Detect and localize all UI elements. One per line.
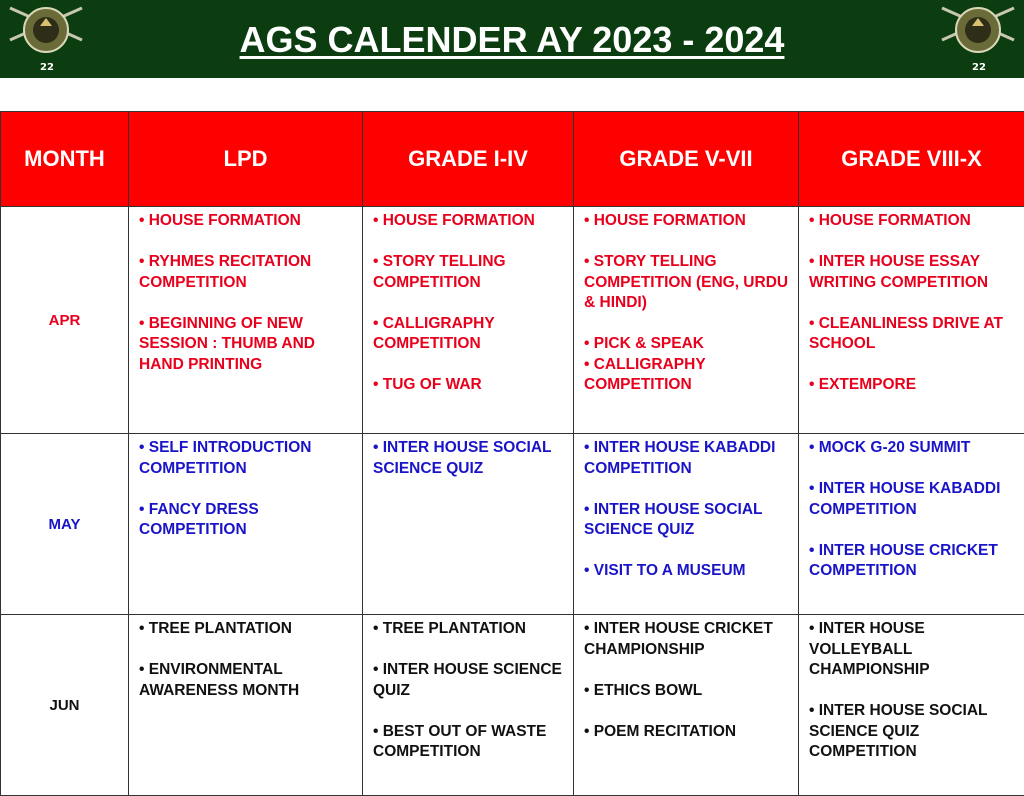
activity-item: • MOCK G-20 SUMMIT	[809, 438, 1018, 459]
lpd-cell	[129, 207, 363, 434]
column-header-grade-5-7: GRADE V-VII	[574, 112, 799, 207]
activity-item: • FANCY DRESS COMPETITION	[139, 500, 356, 541]
activity-item: • INTER HOUSE CRICKET COMPETITION	[809, 541, 1018, 582]
lpd-cell	[129, 434, 363, 615]
activity-item: • CLEANLINESS DRIVE AT SCHOOL	[809, 314, 1018, 355]
lpd-cell	[129, 615, 363, 796]
activity-item: • HOUSE FORMATION	[139, 211, 356, 232]
column-header-grade-1-4: GRADE I-IV	[363, 112, 574, 207]
activity-item: • INTER HOUSE ESSAY WRITING COMPETITION	[809, 252, 1018, 293]
activity-item: • POEM RECITATION	[584, 722, 792, 743]
activity-item: • CALLIGRAPHY COMPETITION	[584, 355, 792, 396]
activity-item: • INTER HOUSE KABADDI COMPETITION	[809, 479, 1018, 520]
emblem-number: 22	[972, 62, 986, 73]
grade-8-10-cell	[799, 434, 1024, 615]
activity-item: • ENVIRONMENTAL AWARENESS MONTH	[139, 660, 356, 701]
activity-item: • TREE PLANTATION	[139, 619, 356, 640]
activity-item: • INTER HOUSE SCIENCE QUIZ	[373, 660, 567, 701]
grade-5-7-cell	[574, 434, 799, 615]
table-header-row	[1, 112, 1024, 207]
grade-5-7-cell	[574, 615, 799, 796]
column-header-lpd: LPD	[129, 112, 363, 207]
activity-item: • EXTEMPORE	[809, 375, 1018, 396]
activity-item: • STORY TELLING COMPETITION (ENG, URDU & HINDI)	[584, 252, 792, 314]
grade-8-10-cell	[799, 207, 1024, 434]
column-header-month: MONTH	[1, 112, 129, 207]
month-cell: JUN	[1, 615, 129, 796]
activity-item: • INTER HOUSE CRICKET CHAMPIONSHIP	[584, 619, 792, 660]
activity-item: • INTER HOUSE KABADDI COMPETITION	[584, 438, 792, 479]
month-cell: MAY	[1, 434, 129, 615]
activity-item: • HOUSE FORMATION	[809, 211, 1018, 232]
grade-1-4-cell	[363, 615, 574, 796]
grade-5-7-cell	[574, 207, 799, 434]
activity-item: • ETHICS BOWL	[584, 681, 792, 702]
column-header-grade-8-10: GRADE VIII-X	[799, 112, 1024, 207]
activity-item: • BEST OUT OF WASTE COMPETITION	[373, 722, 567, 763]
activity-item: • RYHMES RECITATION COMPETITION	[139, 252, 356, 293]
page-title: AGS CALENDER AY 2023 - 2024	[0, 20, 1024, 60]
activity-item: • INTER HOUSE SOCIAL SCIENCE QUIZ COMPETITION	[809, 701, 1018, 763]
month-cell: APR	[1, 207, 129, 434]
grade-8-10-cell	[799, 615, 1024, 796]
activity-item: • TUG OF WAR	[373, 375, 567, 396]
activity-item: • INTER HOUSE SOCIAL SCIENCE QUIZ	[373, 438, 567, 479]
title-banner	[0, 0, 1024, 78]
grade-1-4-cell	[363, 434, 574, 615]
table-row-may	[1, 434, 1024, 615]
emblem-number: 22	[40, 62, 54, 73]
activity-item: • PICK & SPEAK	[584, 334, 792, 355]
activity-item: • CALLIGRAPHY COMPETITION	[373, 314, 567, 355]
activity-item: • VISIT TO A MUSEUM	[584, 561, 792, 582]
activity-item: • HOUSE FORMATION	[584, 211, 792, 232]
table-row-jun	[1, 615, 1024, 796]
activity-item: • HOUSE FORMATION	[373, 211, 567, 232]
activity-item: • STORY TELLING COMPETITION	[373, 252, 567, 293]
activity-item: • INTER HOUSE SOCIAL SCIENCE QUIZ	[584, 500, 792, 541]
activity-item: • TREE PLANTATION	[373, 619, 567, 640]
table-row-apr	[1, 207, 1024, 434]
crossed-swords-emblem-icon	[932, 0, 1024, 78]
grade-1-4-cell	[363, 207, 574, 434]
activity-item: • BEGINNING OF NEW SESSION : THUMB AND HAND PRINTING	[139, 314, 356, 376]
activity-item: • SELF INTRODUCTION COMPETITION	[139, 438, 356, 479]
calendar-table	[0, 111, 1024, 796]
activity-item: • INTER HOUSE VOLLEYBALL CHAMPIONSHIP	[809, 619, 1018, 681]
